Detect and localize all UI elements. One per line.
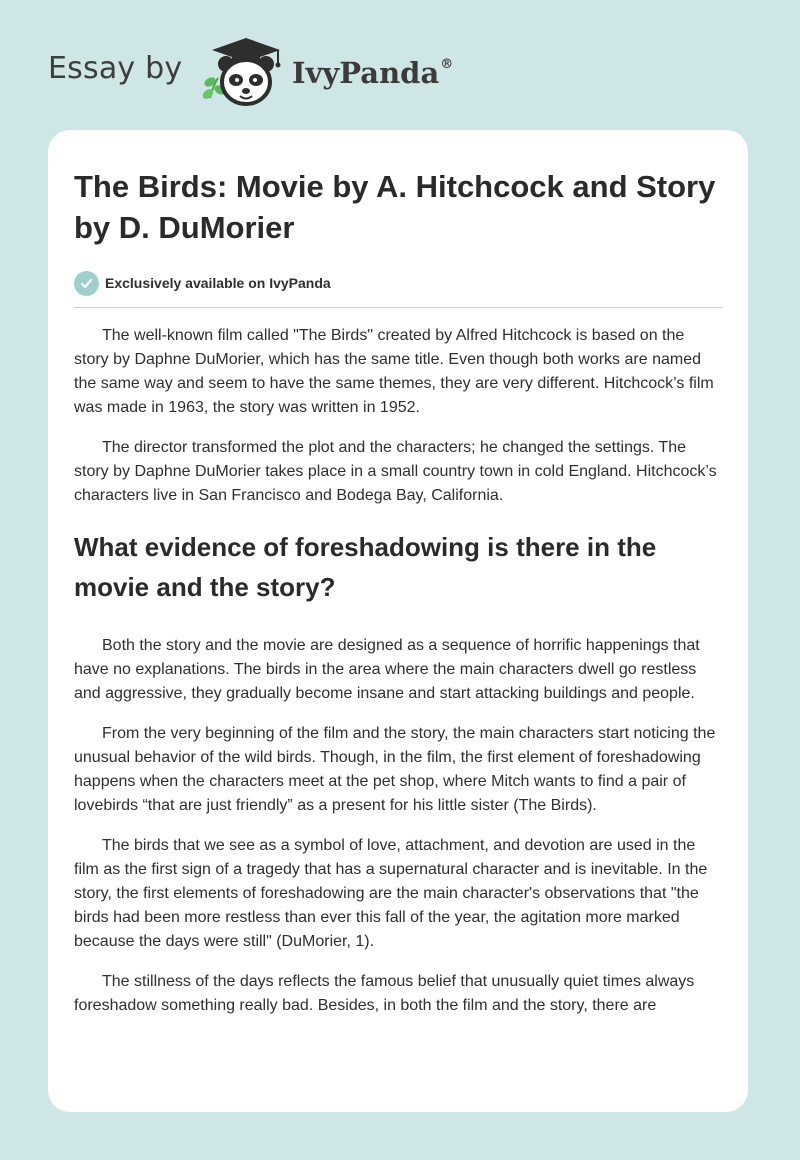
paragraph: The birds that we see as a symbol of love, attachment, and devotion are used in the film as the first sign of a tragedy that has a supernatural character and is inevitable. In the story, the first elements of foreshadowing are the main character's observations that "the birds had been more restless than ever this fall of the year, the agitation more marked because the days were still" (DuMorier, 1). bbox=[74, 837, 708, 950]
panda-graduation-cap-logo[interactable] bbox=[200, 34, 286, 110]
site-header bbox=[48, 34, 548, 114]
essay-by-label: Essay by bbox=[48, 51, 183, 86]
divider bbox=[74, 307, 722, 308]
paragraph: The well-known film called "The Birds" created by Alfred Hitchcock is based on the story by Daphne DuMorier, which has the same title. Even though both works are named the same way and seem to have the same themes, they are very different. Hitchcock’s film was made in 1963, the story was written in 1952. bbox=[74, 327, 714, 416]
essay-card bbox=[48, 130, 748, 1112]
paragraph: From the very beginning of the film and the story, the main characters start noticing the unusual behavior of the wild birds. Though, in the film, the first element of foreshadowing happens when the characters meet at the pet shop, where Mitch wants to find a pair of lovebirds “that are just friendly” as a present for his little sister (The Birds). bbox=[74, 725, 716, 814]
exclusive-label: Exclusively available on IvyPanda bbox=[105, 275, 331, 291]
paragraph: The director transformed the plot and the characters; he changed the settings. The story by Daphne DuMorier takes place in a small country town in cold England. Hitchcock’s characters live in San Francisco and Bodega Bay, California. bbox=[74, 439, 717, 504]
paragraph: The stillness of the days reflects the famous belief that unusually quiet times always foreshadow something really bad. Besides, in both the film and the story, there are bbox=[74, 973, 695, 1014]
brand-name[interactable] bbox=[292, 56, 453, 90]
brand-text: IvyPanda bbox=[292, 56, 440, 90]
check-circle-icon bbox=[74, 271, 99, 296]
essay-title: The Birds: Movie by A. Hitchcock and Story by D. DuMorier bbox=[74, 169, 716, 245]
exclusive-badge bbox=[74, 270, 722, 296]
section-heading: What evidence of foreshadowing is there in the movie and the story? bbox=[74, 532, 657, 602]
registered-mark: ® bbox=[440, 57, 454, 73]
paragraph: Both the story and the movie are designed as a sequence of horrific happenings that have no explanations. The birds in the area where the main characters dwell go restless and aggressive, they gradually become insane and start attacking buildings and people. bbox=[74, 637, 700, 702]
